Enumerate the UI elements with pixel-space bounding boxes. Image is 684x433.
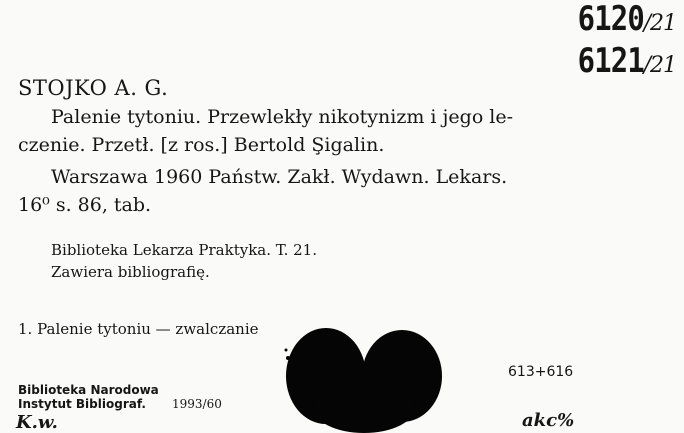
author: STOJKO A. G. xyxy=(18,76,169,100)
handwritten-accession-note: akc% xyxy=(522,410,575,431)
institution-name: Biblioteka Narodowa xyxy=(18,383,159,397)
call-number-suffix: /21 xyxy=(643,53,676,78)
call-number-2 xyxy=(566,41,676,83)
call-number-main: 6121 xyxy=(577,41,644,81)
classification-number: 613+616 xyxy=(508,364,574,380)
subject-heading: 1. Palenie tytoniu — zwalczanie xyxy=(18,320,259,338)
title-line-1: Palenie tytoniu. Przewlekły nikotynizm i jego le- xyxy=(51,106,514,128)
handwritten-initials: K.w. xyxy=(16,412,58,433)
printed-year: 1993/60 xyxy=(172,397,222,411)
ink-blot xyxy=(284,314,444,433)
call-number-suffix: /21 xyxy=(643,11,676,36)
bibliography-note: Zawiera bibliografię. xyxy=(51,263,210,281)
publication-line-2: 16⁰ s. 86, tab. xyxy=(18,194,152,216)
publication-line-1: Warszawa 1960 Państw. Zakł. Wydawn. Lekars. xyxy=(51,166,508,188)
series-note: Biblioteka Lekarza Praktyka. T. 21. xyxy=(51,241,317,259)
call-number-main: 6120 xyxy=(577,0,644,39)
institute-name: Instytut Bibliograf. xyxy=(18,397,146,411)
title-line-2: czenie. Przetł. [z ros.] Bertold Şigalin. xyxy=(18,134,385,156)
call-number-1 xyxy=(566,2,676,41)
